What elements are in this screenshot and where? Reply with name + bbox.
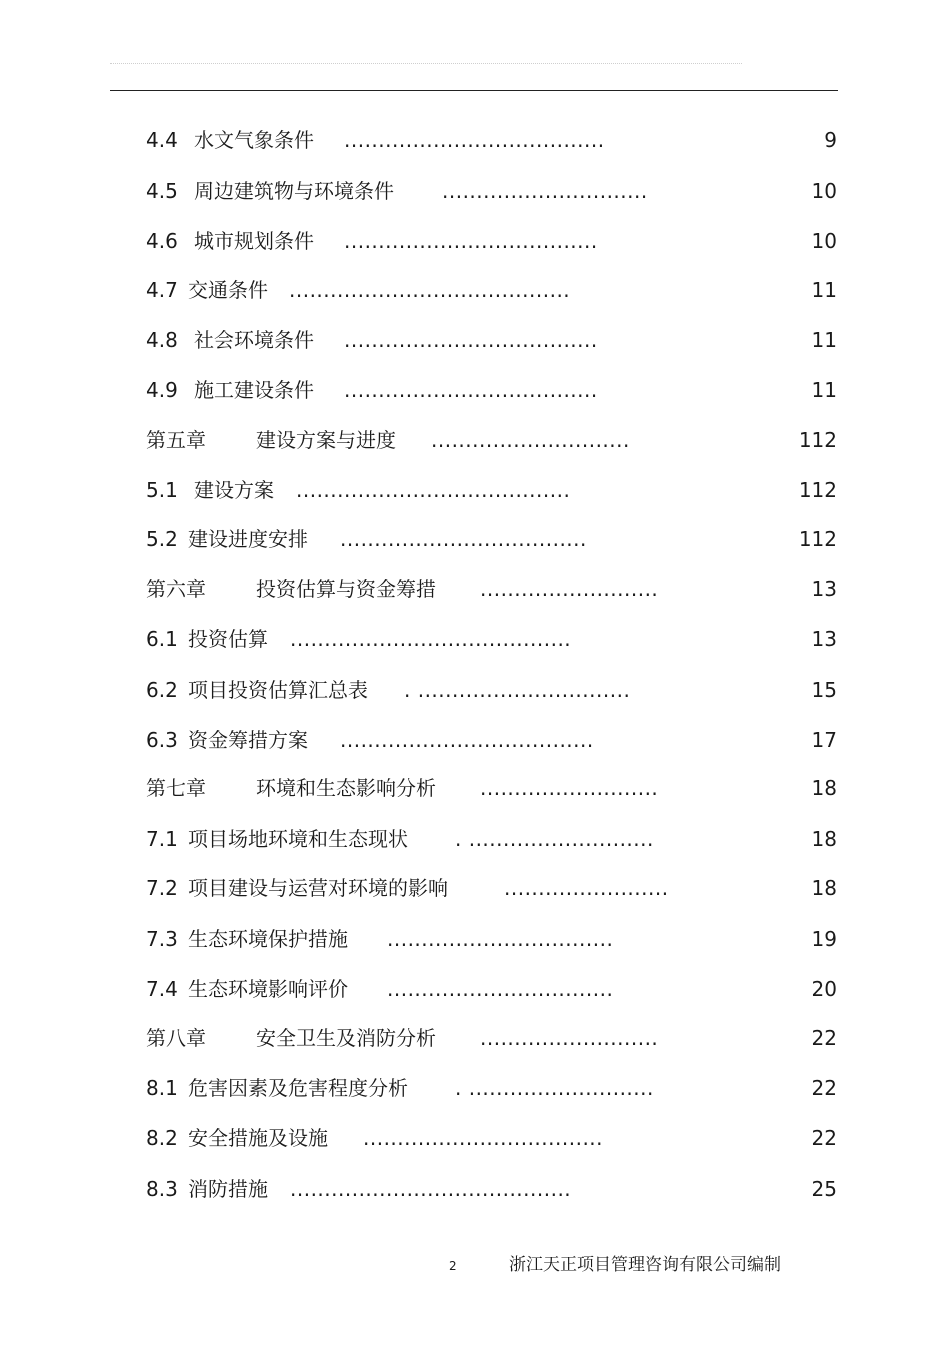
toc-entry-leader: ................................... xyxy=(363,1126,604,1150)
toc-entry-number: 8.1 xyxy=(146,1076,178,1100)
toc-entry[interactable] xyxy=(0,375,950,405)
toc-entry-number: 6.2 xyxy=(146,678,178,702)
toc-entry-page: 112 xyxy=(798,428,837,452)
footer-page-number: 2 xyxy=(449,1259,457,1273)
toc-entry[interactable] xyxy=(0,924,950,954)
toc-chapter-number: 第五章 xyxy=(146,428,206,452)
toc-chapter[interactable] xyxy=(0,574,950,604)
toc-entry[interactable] xyxy=(0,524,950,554)
toc-entry[interactable] xyxy=(0,125,950,155)
toc-entry-number: 4.9 xyxy=(146,378,178,402)
toc-entry-number: 7.4 xyxy=(146,977,178,1001)
toc-entry-page: 112 xyxy=(798,478,837,502)
toc-chapter-title: 安全卫生及消防分析 xyxy=(256,1026,436,1050)
toc-entry-leader: ..................................... xyxy=(344,229,598,253)
toc-entry-page: 22 xyxy=(811,1126,837,1150)
toc-entry[interactable] xyxy=(0,1174,950,1204)
toc-entry-leader: .......................... xyxy=(480,776,659,800)
toc-entry[interactable] xyxy=(0,1073,950,1103)
toc-entry-leader: ................................. xyxy=(387,927,614,951)
toc-entry-leader: ........................................ xyxy=(296,478,571,502)
toc-entry-title: 消防措施 xyxy=(188,1177,268,1201)
toc-entry[interactable] xyxy=(0,824,950,854)
toc-entry-title: 施工建设条件 xyxy=(194,378,314,402)
toc-entry-page: 22 xyxy=(811,1026,837,1050)
toc-entry-number: 4.4 xyxy=(146,128,178,152)
toc-entry-title: 生态环境保护措施 xyxy=(188,927,348,951)
toc-entry-number: 7.3 xyxy=(146,927,178,951)
toc-entry-title: 投资估算 xyxy=(188,627,268,651)
toc-entry-title: 项目投资估算汇总表 xyxy=(188,678,368,702)
toc-entry-number: 4.5 xyxy=(146,179,178,203)
toc-entry-leader: ........................ xyxy=(504,876,669,900)
toc-entry-number: 5.1 xyxy=(146,478,178,502)
toc-entry-leader: . ............................... xyxy=(404,678,631,702)
toc-entry-number: 7.1 xyxy=(146,827,178,851)
toc-entry-number: 5.2 xyxy=(146,527,178,551)
toc-entry-page: 20 xyxy=(811,977,837,1001)
toc-entry-title: 项目场地环境和生态现状 xyxy=(188,827,408,851)
toc-entry[interactable] xyxy=(0,974,950,1004)
toc-entry-page: 10 xyxy=(811,229,837,253)
toc-entry-title: 水文气象条件 xyxy=(194,128,314,152)
toc-entry[interactable] xyxy=(0,624,950,654)
toc-entry-number: 6.3 xyxy=(146,728,178,752)
toc-entry-number: 7.2 xyxy=(146,876,178,900)
toc-entry-title: 城市规划条件 xyxy=(194,229,314,253)
toc-entry-page: 18 xyxy=(811,876,837,900)
toc-entry-leader: ..................................... xyxy=(340,728,594,752)
toc-entry-page: 19 xyxy=(811,927,837,951)
toc-entry[interactable] xyxy=(0,675,950,705)
toc-entry-leader: .......................... xyxy=(480,577,659,601)
toc-entry-page: 18 xyxy=(811,776,837,800)
toc-entry-title: 社会环境条件 xyxy=(194,328,314,352)
toc-entry-title: 生态环境影响评价 xyxy=(188,977,348,1001)
toc-entry-page: 112 xyxy=(798,527,837,551)
toc-entry[interactable] xyxy=(0,226,950,256)
toc-chapter[interactable] xyxy=(0,1023,950,1053)
toc-entry[interactable] xyxy=(0,1123,950,1153)
toc-entry[interactable] xyxy=(0,275,950,305)
toc-entry-leader: . ........................... xyxy=(455,827,654,851)
toc-entry-page: 11 xyxy=(811,378,837,402)
toc-chapter-title: 投资估算与资金筹措 xyxy=(256,577,436,601)
toc-entry[interactable] xyxy=(0,325,950,355)
toc-entry-leader: ..................................... xyxy=(344,328,598,352)
toc-entry-leader: . ........................... xyxy=(455,1076,654,1100)
toc-entry-number: 4.8 xyxy=(146,328,178,352)
footer-organization: 浙江天正项目管理咨询有限公司编制 xyxy=(509,1255,781,1275)
toc-entry-page: 18 xyxy=(811,827,837,851)
toc-entry-number: 8.3 xyxy=(146,1177,178,1201)
toc-entry-page: 15 xyxy=(811,678,837,702)
toc-entry-page: 17 xyxy=(811,728,837,752)
toc-entry-number: 4.6 xyxy=(146,229,178,253)
toc-entry-title: 建设方案 xyxy=(194,478,274,502)
toc-entry-leader: .................................... xyxy=(340,527,587,551)
toc-entry[interactable] xyxy=(0,475,950,505)
toc-entry-page: 13 xyxy=(811,627,837,651)
toc-entry-leader: ......................................... xyxy=(289,278,571,302)
toc-entry[interactable] xyxy=(0,873,950,903)
toc-entry-title: 周边建筑物与环境条件 xyxy=(194,179,394,203)
toc-entry-page: 11 xyxy=(811,328,837,352)
toc-entry-title: 安全措施及设施 xyxy=(188,1126,328,1150)
toc-chapter-title: 建设方案与进度 xyxy=(256,428,396,452)
toc-chapter-number: 第六章 xyxy=(146,577,206,601)
toc-entry-title: 危害因素及危害程度分析 xyxy=(188,1076,408,1100)
toc-entry-number: 6.1 xyxy=(146,627,178,651)
toc-entry-page: 9 xyxy=(824,128,837,152)
toc-entry-leader: ......................................... xyxy=(290,1177,572,1201)
toc-entry-page: 25 xyxy=(811,1177,837,1201)
toc-chapter-number: 第七章 xyxy=(146,776,206,800)
toc-entry-title: 建设进度安排 xyxy=(188,527,308,551)
toc-entry-page: 10 xyxy=(811,179,837,203)
toc-entry[interactable] xyxy=(0,176,950,206)
toc-entry-number: 8.2 xyxy=(146,1126,178,1150)
toc-entry-leader: ............................. xyxy=(431,428,630,452)
toc-entry-title: 资金筹措方案 xyxy=(188,728,308,752)
toc-entry-leader: .............................. xyxy=(442,179,648,203)
toc-entry-leader: ..................................... xyxy=(344,378,598,402)
toc-entry-leader: ......................................... xyxy=(290,627,572,651)
toc-chapter[interactable] xyxy=(0,425,950,455)
toc-chapter-title: 环境和生态影响分析 xyxy=(256,776,436,800)
toc-chapter[interactable] xyxy=(0,773,950,803)
toc-entry-leader: ................................. xyxy=(387,977,614,1001)
toc-entry-number: 4.7 xyxy=(146,278,178,302)
toc-entry[interactable] xyxy=(0,725,950,755)
toc-entry-title: 交通条件 xyxy=(188,278,268,302)
toc-entry-page: 13 xyxy=(811,577,837,601)
toc-entry-page: 22 xyxy=(811,1076,837,1100)
toc-entry-page: 11 xyxy=(811,278,837,302)
toc-entry-title: 项目建设与运营对环境的影响 xyxy=(188,876,448,900)
toc-entry-leader: .......................... xyxy=(480,1026,659,1050)
toc-chapter-number: 第八章 xyxy=(146,1026,206,1050)
toc-entry-leader: ...................................... xyxy=(344,128,605,152)
